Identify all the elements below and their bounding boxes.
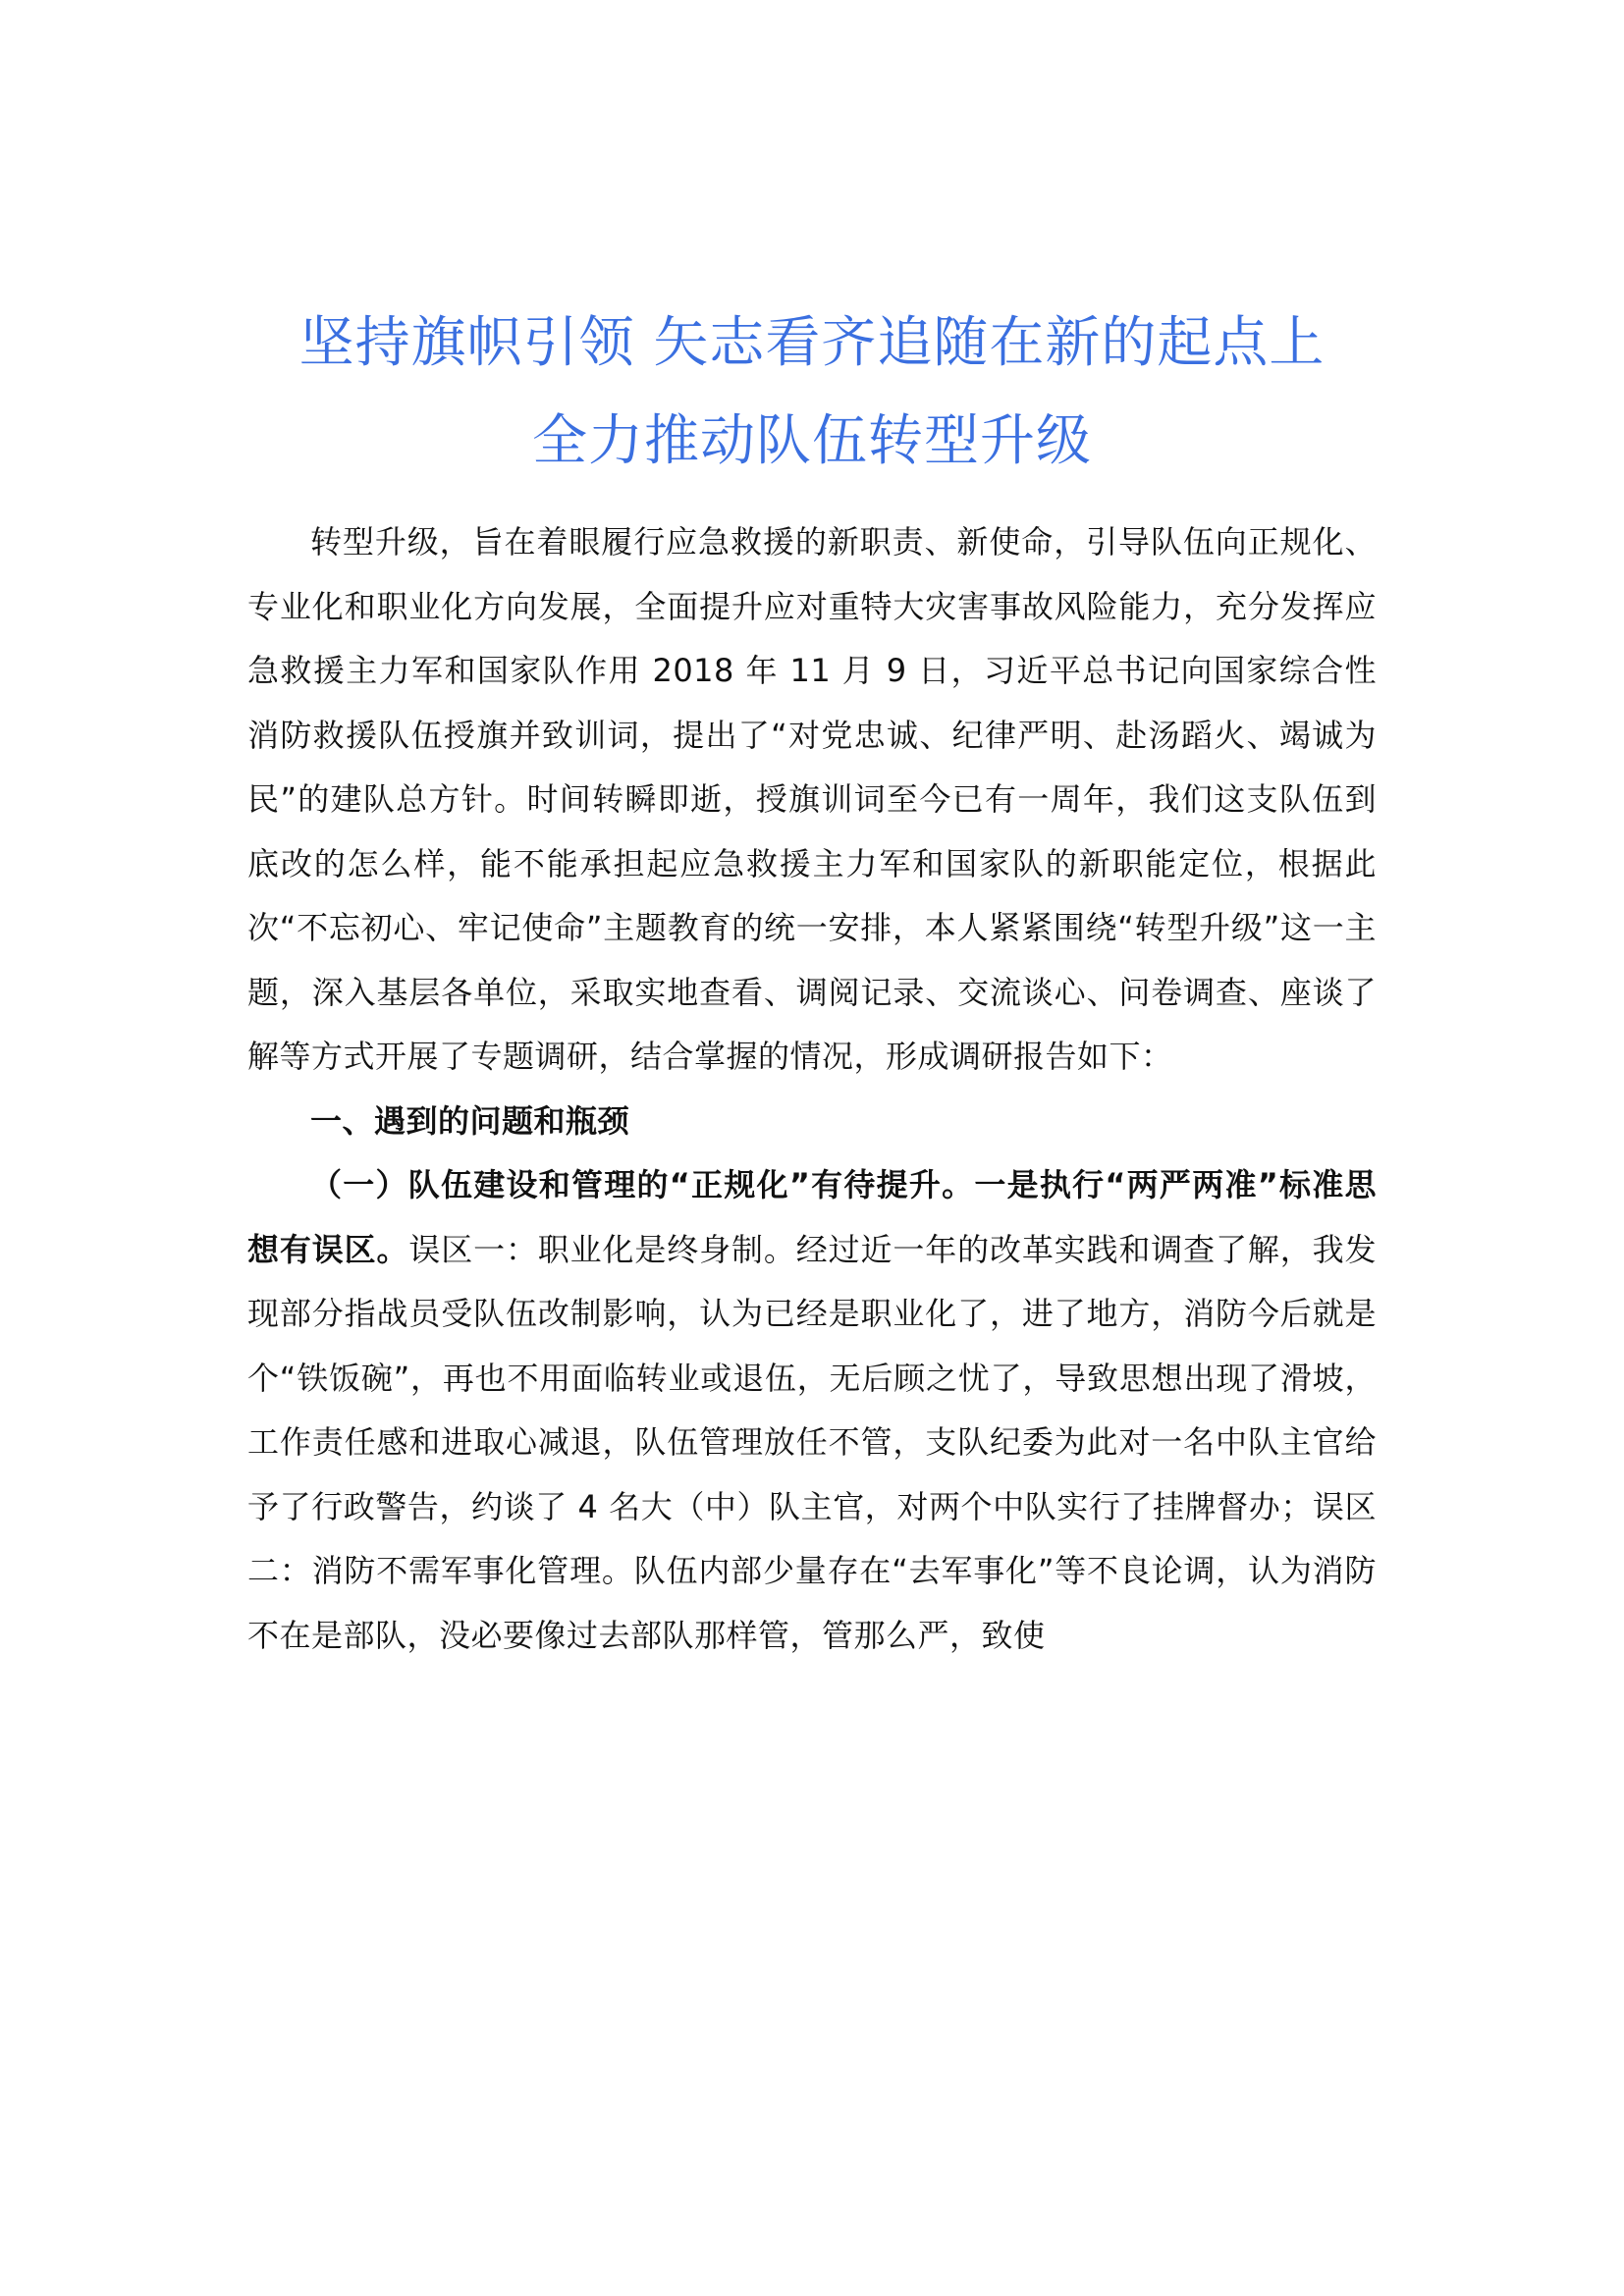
document-body bbox=[247, 510, 1377, 1668]
section-heading-1: 一、遇到的问题和瓶颈 bbox=[310, 1101, 630, 1140]
title-line-1: 坚持旗帜引领 矢志看齐追随在新的起点上 bbox=[298, 311, 1326, 375]
intro-paragraph: 转型升级，旨在着眼履行应急救援的新职责、新使命，引导队伍向正规化、专业化和职业化方向发展，全面提升应对重特大灾害事故风险能力，充分发挥应急救援主力军和国家队作用 2018 年 11 月 9 日，习近平总书记向国家综合性消防救援队伍授旗并致训词，提出了“对党忠诚、纪律严明、赴汤蹈火、竭诚为民”的建队总方针。时间转瞬即逝，授旗训词至今已有一周年，我们这支队伍到底改的怎么样，能不能承担起应急救援主力军和国家队的新职能定位，根据此次“不忘初心、牢记使命”主题教育的统一安排，本人紧紧围绕“转型升级”这一主题，深入基层各单位，采取实地查看、调阅记录、交流谈心、问卷调查、座谈了解等方式开展了专题调研，结合掌握的情况，形成调研报告如下： bbox=[247, 523, 1377, 1075]
subsection-bold-lead: （一）队伍建设和管理的“正规化”有待提升。一是执行“两严两准”标准思想有误区。 bbox=[247, 1166, 1377, 1268]
subsection-body: 误区一：职业化是终身制。经过近一年的改革实践和调查了解，我发现部分指战员受队伍改制影响，认为已经是职业化了，进了地方，消防今后就是个“铁饭碗”，再也不用面临转业或退伍，无后顾之忧了，导致思想出现了滑坡，工作责任感和进取心减退，队伍管理放任不管，支队纪委为此对一名中队主官给予了行政警告，约谈了 4 名大（中）队主官，对两个中队实行了挂牌督办；误区二：消防不需军事化管理。队伍内部少量存在“去军事化”等不良论调，认为消防不在是部队，没必要像过去部队那样管，管那么严，致使 bbox=[247, 1230, 1377, 1654]
document-title bbox=[196, 294, 1428, 491]
title-line-2: 全力推动队伍转型升级 bbox=[532, 409, 1092, 473]
subsection-paragraph-1 bbox=[247, 1153, 1377, 1668]
